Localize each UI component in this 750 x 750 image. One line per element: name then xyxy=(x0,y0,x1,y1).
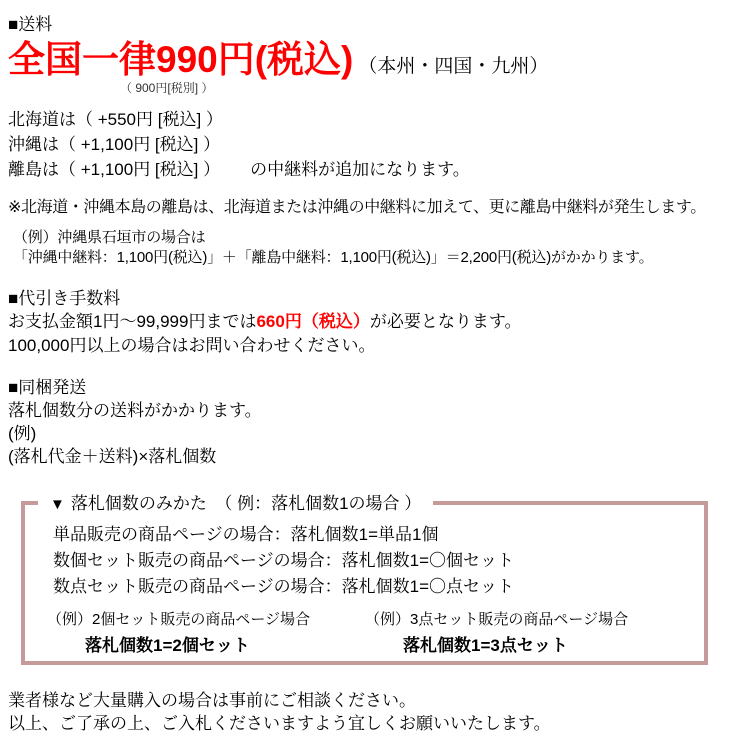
nationwide-price-line xyxy=(8,39,750,81)
quantity-examples xyxy=(47,610,704,658)
bundle-line2: (例) xyxy=(8,424,37,443)
surcharge-remote: 離島は（ +1,100円 [税込] ） xyxy=(8,160,221,179)
surcharge-okinawa: 沖縄は（ +1,100円 [税込] ） xyxy=(8,135,221,154)
surcharge-hokkaido: 北海道は（ +550円 [税込] ） xyxy=(8,110,223,129)
quantity-box-title xyxy=(38,492,433,517)
pretax-price-note: （ 900円[税別] ） xyxy=(120,81,214,95)
quantity-rule-item-set: 数点セット販売の商品ページの場合：落札個数1=〇点セット xyxy=(53,577,515,596)
cod-fee-prefix: お支払金額1円～99,999円までは xyxy=(8,312,257,331)
quantity-rule-piece-set: 数個セット販売の商品ページの場合：落札個数1=〇個セット xyxy=(53,551,515,570)
cod-fee-section xyxy=(8,288,750,358)
cod-fee-suffix: が必要となります。 xyxy=(369,312,522,331)
bundle-header: ■同梱発送 xyxy=(8,378,87,397)
surcharge-remote-row xyxy=(8,157,750,182)
quantity-explanation-box xyxy=(21,494,708,665)
cod-fee-line2: 100,000円以上の場合はお問い合わせください。 xyxy=(8,336,376,355)
cod-fee-amount: 660円（税込） xyxy=(256,312,370,331)
cod-fee-header: ■代引き手数料 xyxy=(8,289,121,308)
quantity-example-1-result: 落札個数1=2個セット xyxy=(85,636,250,655)
quantity-example-1-caption: （例）2個セット販売の商品ページ場合 xyxy=(47,611,311,628)
okinawa-example-detail: 「沖縄中継料：1,100円(税込)」＋「離島中継料：1,100円(税込)」＝2,200円(税込)がかかります。 xyxy=(13,249,654,266)
bundle-line1: 落札個数分の送料がかかります。 xyxy=(8,401,262,420)
nationwide-price: 全国一律990円(税込) xyxy=(8,39,354,80)
quantity-example-2 xyxy=(365,610,628,658)
footer-bulk-note: 業者様など大量購入の場合は事前にご相談ください。 xyxy=(8,691,416,710)
quantity-box-title-text: 落札個数のみかた （ 例：落札個数1の場合 ） xyxy=(70,494,422,513)
shipping-section-header: ■送料 xyxy=(8,15,53,34)
quantity-rule-single: 単品販売の商品ページの場合：落札個数1=単品1個 xyxy=(53,525,439,544)
footer-closing-note: 以上、ご了承の上、ご入札くださいますよう宜しくお願いいたします。 xyxy=(8,714,551,733)
footer-notes xyxy=(8,689,750,735)
quantity-example-2-caption: （例）3点セット販売の商品ページ場合 xyxy=(365,611,629,628)
quantity-example-2-result: 落札個数1=3点セット xyxy=(403,636,568,655)
triangle-down-icon: ▼ xyxy=(50,496,65,513)
remote-island-note: ※北海道・沖縄本島の離島は、北海道または沖縄の中継料に加えて、更に離島中継料が発生します。 xyxy=(8,199,706,216)
bundle-section xyxy=(8,377,750,468)
cod-fee-line1 xyxy=(8,310,750,334)
surcharge-list xyxy=(8,107,750,182)
okinawa-example-intro: （例）沖縄県石垣市の場合は xyxy=(13,229,206,246)
quantity-rules xyxy=(53,522,704,600)
surcharge-remote-suffix: の中継料が追加になります。 xyxy=(250,160,470,179)
quantity-example-1 xyxy=(47,610,310,658)
price-region-note: （本州・四国・九州） xyxy=(358,56,549,77)
bundle-line3: (落札代金＋送料)×落札個数 xyxy=(8,447,217,466)
